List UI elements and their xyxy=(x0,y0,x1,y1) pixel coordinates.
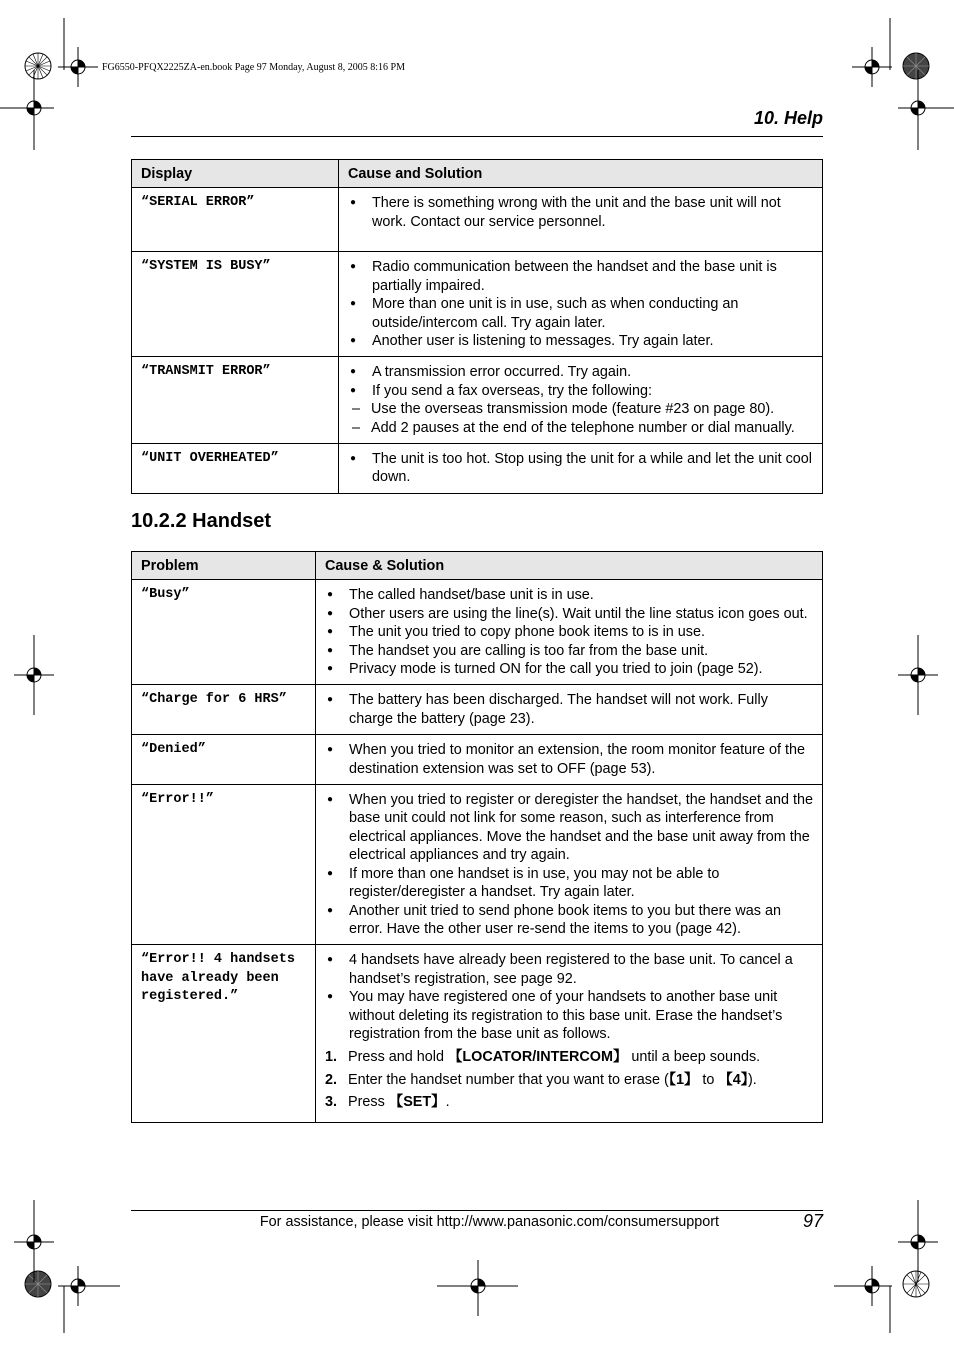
bullet-item: ● Other users are using the line(s). Wait until the line status icon goes out. xyxy=(325,605,813,623)
display-table xyxy=(131,159,823,494)
table-header-row xyxy=(132,552,823,580)
bullet-item: ● There is something wrong with the unit and the base unit will not work. Contact our service personnel. xyxy=(348,194,813,231)
bullet-item: ● When you tried to register or deregister the handset, the handset and the base unit could not link for some reason, such as interference from electrical appliances. Move the handset and the base unit away from the electrical appliances and try again. xyxy=(325,791,813,865)
bullet-item: ● You may have registered one of your handsets to another base unit without deleting its registration to this base unit. Erase the handset’s registration from the base unit as follows. xyxy=(325,988,813,1043)
bullet-item: ● Radio communication between the handset and the base unit is partially impaired. xyxy=(348,258,813,295)
step-item xyxy=(325,1093,813,1111)
problem-message: “Denied” xyxy=(132,735,316,785)
bullet-item: ● If you send a fax overseas, try the following: xyxy=(348,382,813,400)
table-row xyxy=(132,188,823,252)
locator-intercom-key: 【LOCATOR/INTERCOM】 xyxy=(448,1049,628,1066)
dash-item: – Use the overseas transmission mode (feature #23 on page 80). xyxy=(348,400,813,418)
column-header-display: Display xyxy=(132,160,339,188)
handset-table xyxy=(131,551,823,1123)
table-header-row xyxy=(132,160,823,188)
column-header-problem: Problem xyxy=(132,552,316,580)
bullet-item: ● Another unit tried to send phone book items to you but there was an error. Have the other user re-send the items to you (page 42). xyxy=(325,902,813,939)
step-text: to xyxy=(698,1071,719,1088)
column-header-cause: Cause & Solution xyxy=(316,552,823,580)
cause-cell xyxy=(316,580,823,685)
page-number: 97 xyxy=(802,1211,823,1231)
set-key: 【SET】 xyxy=(388,1094,446,1111)
step-text: . xyxy=(445,1094,450,1111)
chapter-heading: 10. Help xyxy=(753,108,823,128)
bullet-item: ● The unit you tried to copy phone book items to is in use. xyxy=(325,623,813,641)
table-row xyxy=(132,785,823,945)
bullet-item: ● When you tried to monitor an extension, the room monitor feature of the destination extension was set to OFF (page 53). xyxy=(325,741,813,778)
table-row xyxy=(132,735,823,785)
table-row xyxy=(132,357,823,444)
footer-rule xyxy=(131,1210,823,1211)
key-4: 【4】 xyxy=(718,1071,748,1088)
cause-cell xyxy=(316,685,823,735)
problem-message: “Error!! 4 handsets have already been registered.” xyxy=(132,945,316,1122)
step-text: Enter the handset number that you want to erase ( xyxy=(348,1071,669,1088)
cause-cell xyxy=(339,357,823,444)
bullet-item: ● The called handset/base unit is in use. xyxy=(325,586,813,604)
bullet-item: ● More than one unit is in use, such as when conducting an outside/intercom call. Try again later. xyxy=(348,295,813,332)
cause-cell xyxy=(316,945,823,1122)
display-message: “TRANSMIT ERROR” xyxy=(132,357,339,444)
table-row xyxy=(132,580,823,685)
step-text: Press xyxy=(348,1094,389,1111)
bullet-item: ● A transmission error occurred. Try again. xyxy=(348,363,813,381)
display-message: “SERIAL ERROR” xyxy=(132,188,339,252)
bullet-item: ● Privacy mode is turned ON for the call you tried to join (page 52). xyxy=(325,660,813,678)
dash-item: – Add 2 pauses at the end of the telephone number or dial manually. xyxy=(348,419,813,437)
step-number: 1. xyxy=(325,1049,338,1066)
bullet-item: ● If more than one handset is in use, you may not be able to register/deregister a handset. Try again later. xyxy=(325,865,813,902)
bullet-item: ● 4 handsets have already been registered to the base unit. To cancel a handset’s registration, see page 92. xyxy=(325,951,813,988)
step-item xyxy=(325,1071,813,1089)
step-number: 3. xyxy=(325,1094,338,1111)
header-rule xyxy=(131,136,823,137)
bullet-item: ● Another user is listening to messages. Try again later. xyxy=(348,332,813,350)
step-number: 2. xyxy=(325,1071,338,1088)
erase-steps xyxy=(325,1048,813,1111)
cause-cell xyxy=(316,785,823,945)
step-text: until a beep sounds. xyxy=(627,1049,761,1066)
book-file-info: FG6550-PFQX2225ZA-en.book Page 97 Monday, August 8, 2005 8:16 PM xyxy=(102,62,405,73)
step-text: Press and hold xyxy=(348,1049,448,1066)
problem-message: “Error!!” xyxy=(132,785,316,945)
problem-message: “Busy” xyxy=(132,580,316,685)
bullet-item: ● The battery has been discharged. The handset will not work. Fully charge the battery (page 23). xyxy=(325,691,813,728)
display-message: “SYSTEM IS BUSY” xyxy=(132,252,339,357)
problem-message: “Charge for 6 HRS” xyxy=(132,685,316,735)
section-title: 10.2.2 Handset xyxy=(131,510,272,532)
key-1: 【1】 xyxy=(668,1071,699,1088)
cause-cell xyxy=(339,252,823,357)
table-row xyxy=(132,945,823,1122)
bullet-item: ● The unit is too hot. Stop using the unit for a while and let the unit cool down. xyxy=(348,450,813,487)
bullet-item: ● The handset you are calling is too far from the base unit. xyxy=(325,642,813,660)
display-message: “UNIT OVERHEATED” xyxy=(132,444,339,494)
column-header-cause: Cause and Solution xyxy=(339,160,823,188)
cause-cell xyxy=(339,188,823,252)
cause-cell xyxy=(316,735,823,785)
step-text: ). xyxy=(747,1071,757,1088)
cause-cell xyxy=(339,444,823,494)
step-item xyxy=(325,1048,813,1066)
table-row xyxy=(132,685,823,735)
assistance-link-text: For assistance, please visit http://www.panasonic.com/consumersupport xyxy=(259,1214,719,1230)
table-row xyxy=(132,444,823,494)
table-row xyxy=(132,252,823,357)
